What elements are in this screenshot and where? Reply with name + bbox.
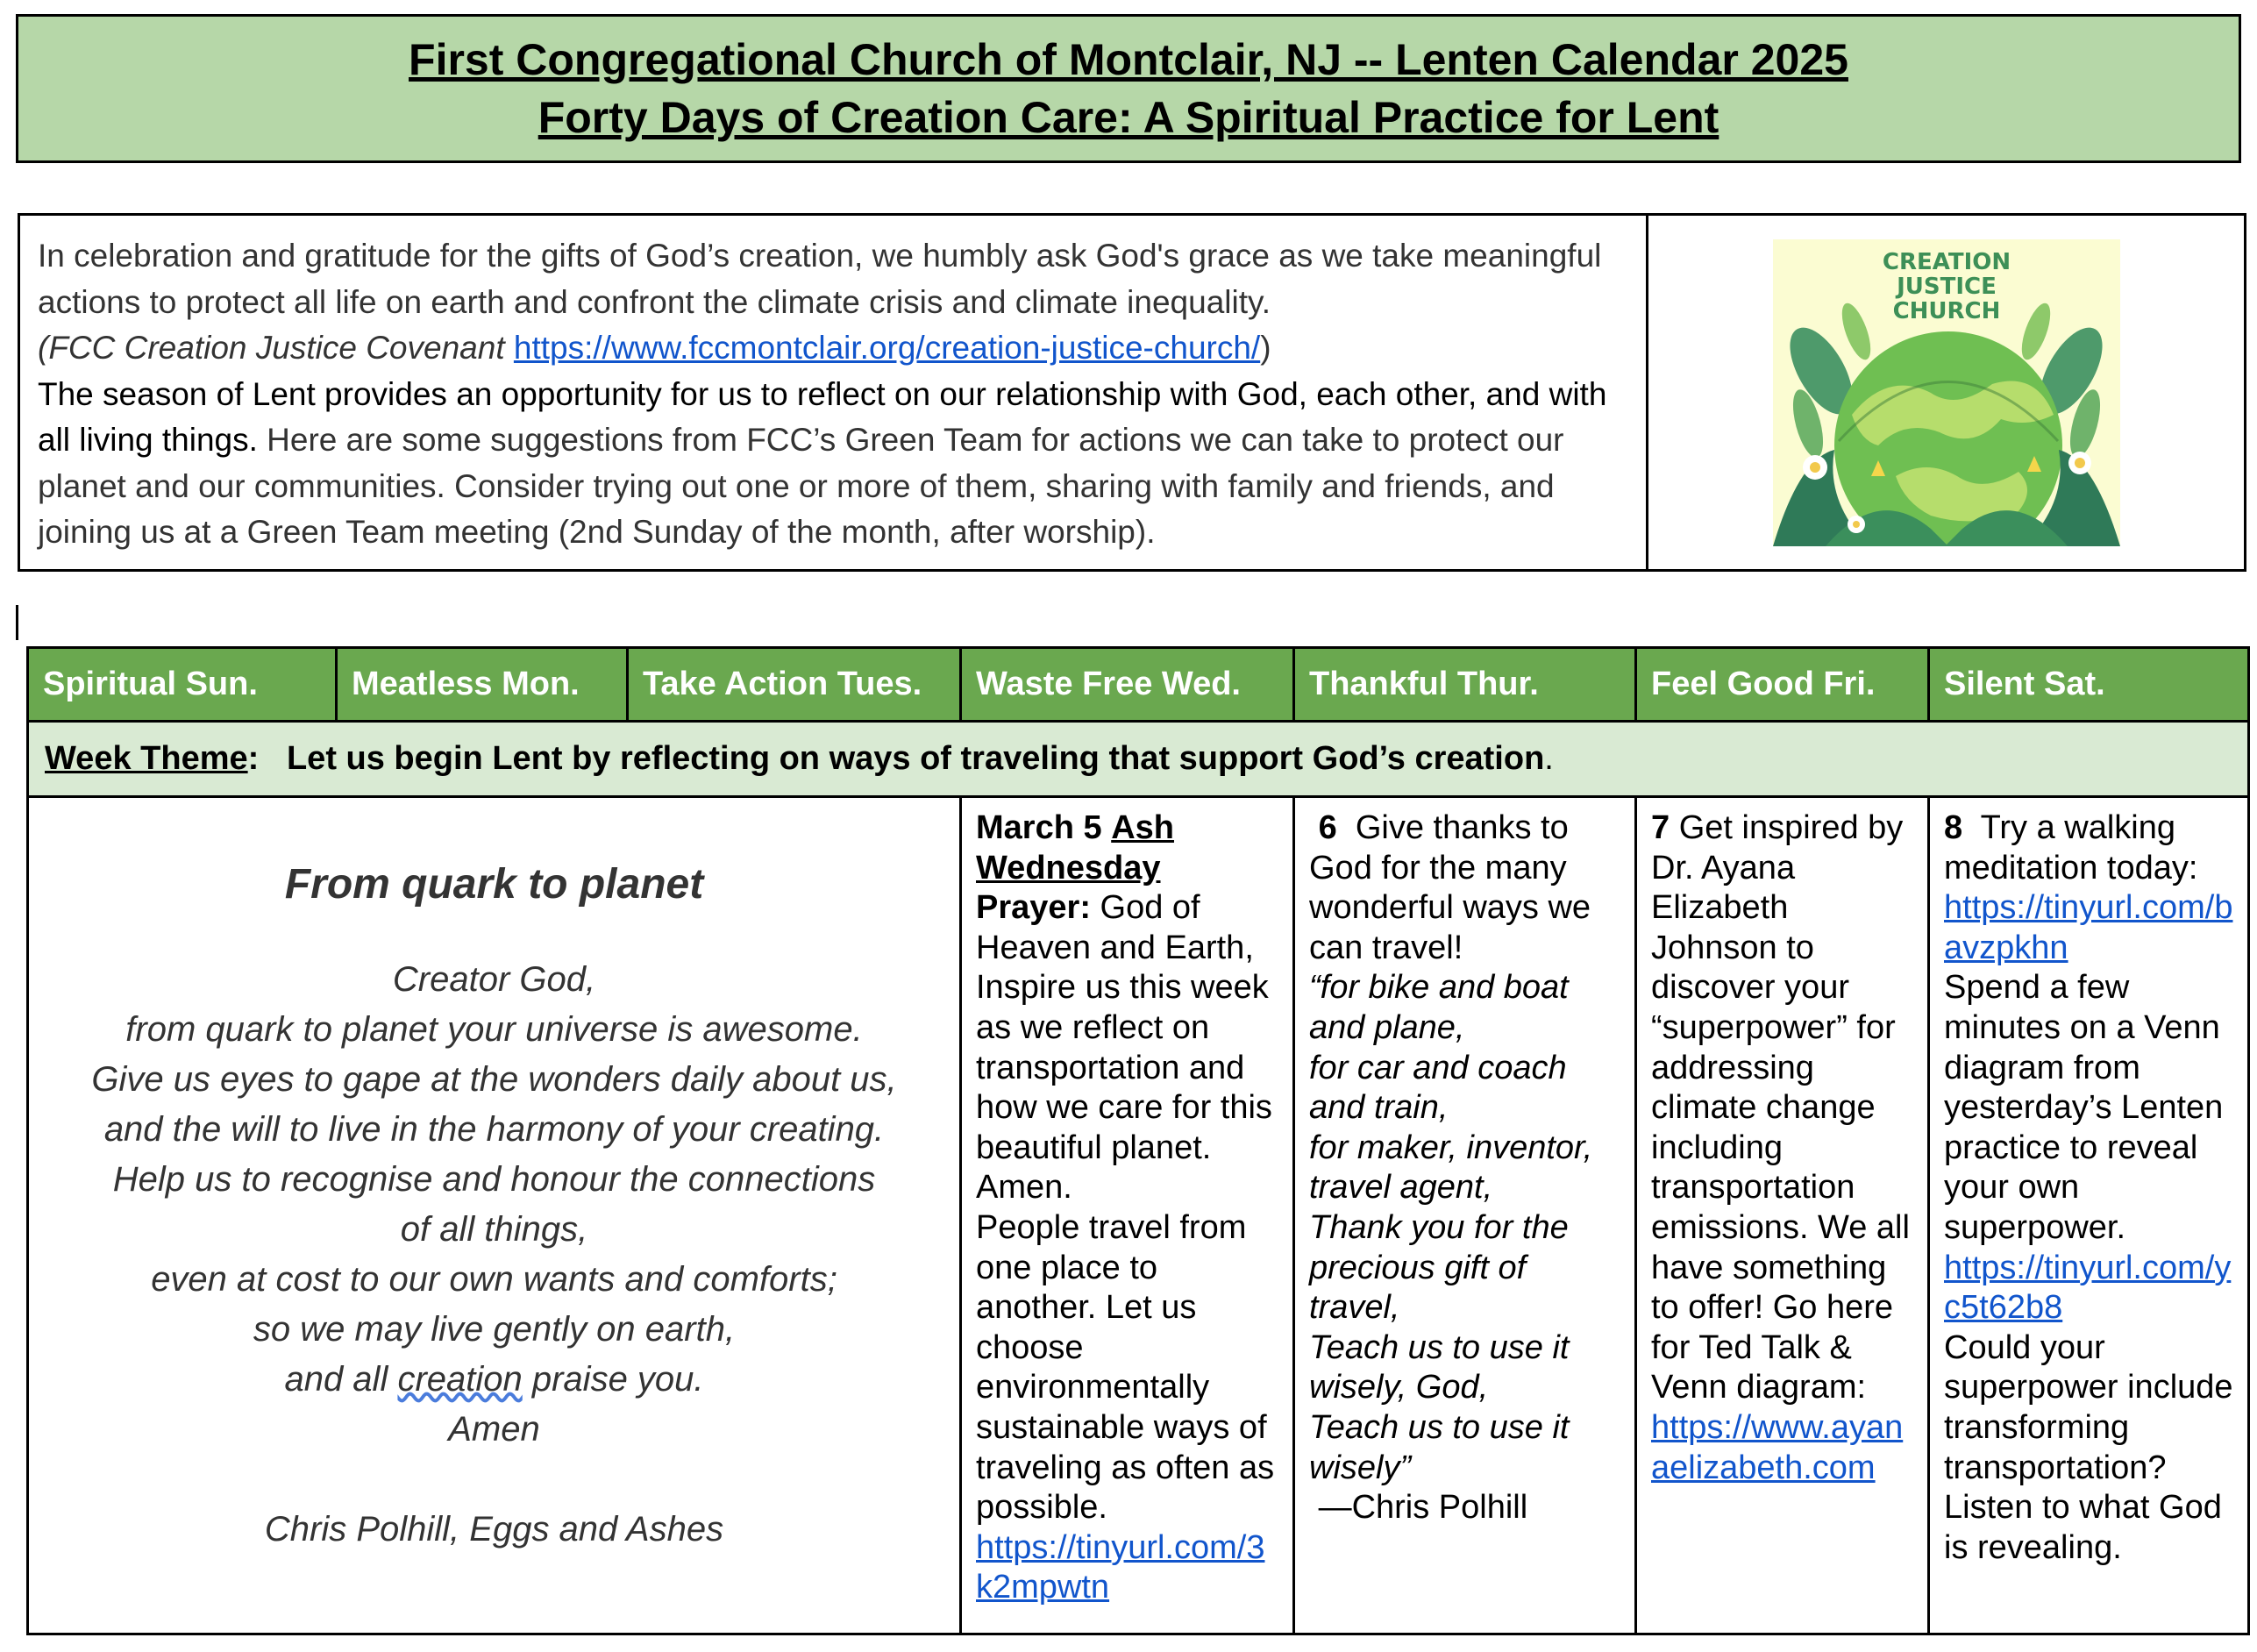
fri-link[interactable]: https://www.ayanaelizabeth.com	[1651, 1408, 1904, 1486]
day-cell-wed-march-5: March 5 Ash Wednesday Prayer: God of Heaven and Earth, Inspire us this week as we reflect on transportation and how we care for this beautiful planet. Amen. People travel from one place to another. Let us choose environmentally sustainable ways of traveling as often as possible. https://tinyurl.com/3k2mpwtn	[961, 797, 1294, 1634]
sat-link-walking[interactable]: https://tinyurl.com/bavzpkhn	[1944, 889, 2233, 966]
day-header-tue: Take Action Tues.	[628, 648, 961, 722]
day-header-mon: Meatless Mon.	[337, 648, 628, 722]
covenant-label: (FCC Creation Justice Covenant	[38, 330, 514, 366]
wed-link[interactable]: https://tinyurl.com/3k2mpwtn	[976, 1528, 1265, 1606]
day-cell-fri-7: 7 Get inspired by Dr. Ayana Elizabeth Johnson to discover your “superpower” for addressing climate change including transportation emissions. We all have something to offer! Go here for Ted Talk & Venn diagram: https://www.ayanaelizabeth.com	[1636, 797, 1929, 1634]
day-header-sun: Spiritual Sun.	[28, 648, 337, 722]
week-1-row	[28, 797, 2249, 1634]
intro-p2-lead: The season of Lent provides an opportunity for us to reflect on our relationship with God, each other, and with all living things.	[38, 375, 1607, 458]
header-title-line1: First Congregational Church of Montclair, NJ -- Lenten Calendar 2025	[409, 35, 1848, 84]
calendar-header	[16, 14, 2241, 163]
svg-text:CREATION: CREATION	[1882, 248, 2011, 275]
intro-text: In celebration and gratitude for the gifts of God’s creation, we humbly ask God's grace as we take meaningful actions to protect all life on earth and confront the climate crisis and climate inequality. (FCC Creation Justice Covenant https://www.fccmontclair.org/creation-justice-church/) The season of Lent provides an opportunity for us to reflect on our relationship with God, each other, and with all living things. Here are some suggestions from FCC’s Green Team for actions we can take to protect our planet and our communities. Consider trying out one or more of them, sharing with family and friends, and joining us at a Green Team meeting (2nd Sunday of the month, after worship).	[20, 216, 1648, 569]
week-theme-text: Let us begin Lent by reflecting on ways of traveling that support God’s creation	[286, 740, 1545, 777]
header-title-line2: Forty Days of Creation Care: A Spiritual Practice for Lent	[538, 93, 1719, 142]
svg-text:CHURCH: CHURCH	[1892, 297, 2000, 324]
week-theme: Week Theme: Let us begin Lent by reflecting on ways of traveling that support God’s creation.	[28, 722, 2249, 797]
poem-cell	[28, 797, 961, 1634]
weekday-header-row	[28, 648, 2249, 722]
intro-p2-rest: Here are some suggestions from FCC’s Green Team for actions we can take to protect our planet and our communities. Consider trying out one or more of them, sharing with family and friends, and joining us at a Green Team meeting (2nd Sunday of the month, after worship).	[38, 422, 1564, 550]
sat-link-venn[interactable]: https://tinyurl.com/yc5t62b8	[1944, 1249, 2232, 1327]
day-header-thu: Thankful Thur.	[1294, 648, 1636, 722]
day-header-wed: Waste Free Wed.	[961, 648, 1294, 722]
intro-p1: In celebration and gratitude for the gifts of God’s creation, we humbly ask God's grace as we take meaningful actions to protect all life on earth and confront the climate crisis and climate inequality.	[38, 238, 1602, 320]
intro-box	[18, 213, 2246, 572]
day-header-sat: Silent Sat.	[1929, 648, 2249, 722]
spellcheck-word: creation	[397, 1360, 523, 1399]
poem-title: From quark to planet	[284, 861, 704, 908]
day-cell-sat-8: 8 Try a walking meditation today: https://tinyurl.com/bavzpkhn Spend a few minutes on a Venn diagram from yesterday’s Lenten practice to reveal your own superpower. https://tinyurl.com/yc5t62b8 Could your superpower include transforming transportation? Listen to what God is revealing.	[1929, 797, 2249, 1634]
lenten-calendar-table	[26, 646, 2250, 1635]
covenant-link[interactable]: https://www.fccmontclair.org/creation-justice-church/	[513, 330, 1261, 366]
week-theme-row	[28, 722, 2249, 797]
day-cell-thu-6: 6 Give thanks to God for the many wonderful ways we can travel! “for bike and boat and plane, for car and coach and train, for maker, inventor, travel agent, Thank you for the precious gift of travel, Teach us to use it wisely, God, Teach us to use it wisely” —Chris Polhill	[1294, 797, 1636, 1634]
day-header-fri: Feel Good Fri.	[1636, 648, 1929, 722]
earth-plants-icon	[1773, 239, 2120, 546]
creation-justice-church-logo	[1648, 216, 2244, 569]
text-cursor	[16, 605, 18, 640]
svg-text:JUSTICE: JUSTICE	[1896, 273, 1997, 300]
poem: From quark to planet Creator God, from quark to planet your universe is awesome. Give us eyes to gape at the wonders daily about us, and the will to live in the harmony of your creating. Help us to recognise and honour the connections of all things, even at cost to our own wants and comforts; so we may live gently on earth, and all creation praise you. Amen Chris Polhill, Eggs and Ashes	[43, 808, 945, 1555]
poem-attribution: Chris Polhill, Eggs and Ashes	[264, 1510, 724, 1549]
